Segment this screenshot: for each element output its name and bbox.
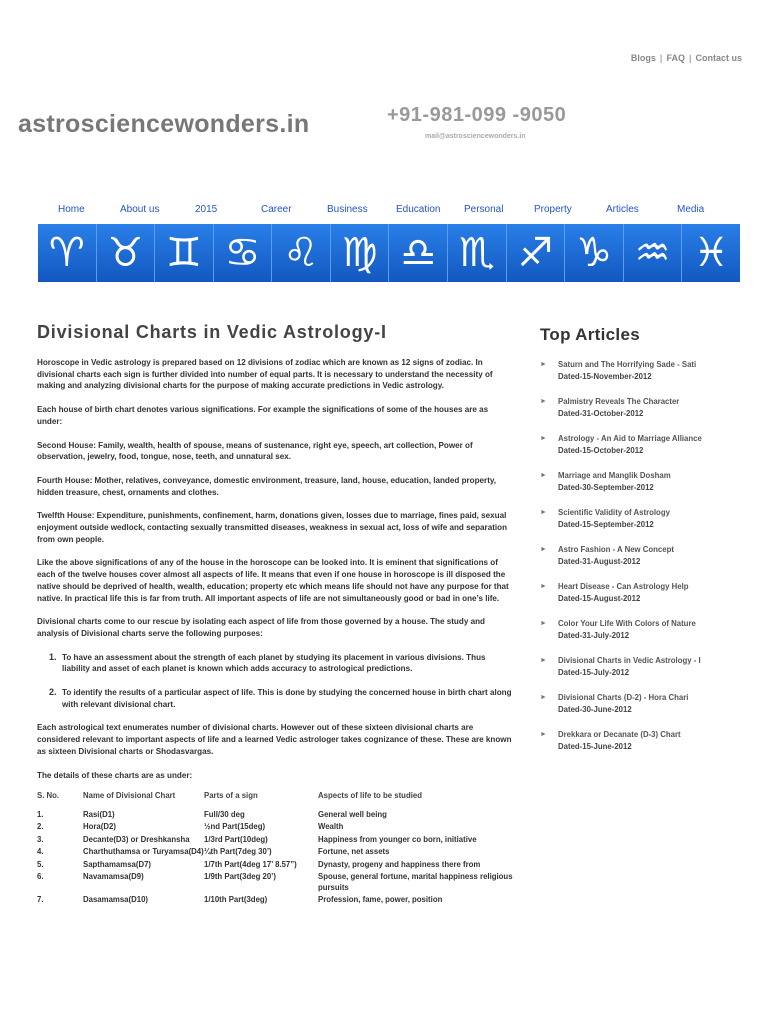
article-title-link[interactable]: Color Your Life With Colors of Nature [558, 619, 696, 628]
email-link[interactable]: mail@astrosciencewonders.in [425, 133, 526, 140]
table-header-cell: Name of Divisional Chart [83, 791, 176, 801]
taurus-icon[interactable]: ♉ [97, 224, 156, 282]
article-date: Dated-31-August-2012 [558, 556, 641, 566]
table-cell: 4. [37, 847, 44, 857]
table-cell: ¼th Part(7deg 30’) [204, 847, 272, 857]
site-name[interactable]: astrosciencewonders.in [18, 110, 310, 138]
table-header-row [37, 791, 515, 810]
table-cell: Spouse, general fortune, marital happiness religious pursuits [318, 872, 513, 892]
article-date: Dated-31-July-2012 [558, 630, 630, 640]
sidebar-article[interactable] [540, 692, 728, 715]
main-nav [38, 204, 738, 220]
table-cell: Hora(D2) [83, 822, 116, 832]
table-cell: Decante(D3) or Dreshkansha [83, 834, 190, 844]
aries-icon[interactable]: ♈ [38, 224, 97, 282]
sidebar-article[interactable] [540, 729, 728, 752]
nav-education[interactable]: Education [396, 204, 441, 215]
paragraph: Like the above significations of any of the house in the horoscope can be looked into. It is eminent that significations of each of the twelve houses cover almost all aspects of life. It means that even if one house in horoscope is ill disposed the native should be deprived of health, wealth, education; property etc which means life should not have any purpose for that native. In practical life this is far from truth. All important aspects of life are not simultaneously good or bad in one’s life. [37, 558, 509, 603]
article-date: Dated-15-November-2012 [558, 371, 652, 381]
sidebar-article[interactable] [540, 470, 728, 493]
table-header-cell: S. No. [37, 791, 60, 801]
nav-career[interactable]: Career [261, 204, 292, 215]
arrow-right-icon: ► [540, 546, 547, 553]
table-cell: Full/30 deg [204, 809, 245, 819]
article-body [37, 357, 515, 908]
sidebar-article[interactable] [540, 581, 728, 604]
list-item: 2. To identify the results of a particular aspect of life. This is done by studying the concerned house in birth chart along with relevant divisional chart. [59, 687, 515, 710]
top-links [622, 52, 742, 64]
virgo-icon[interactable]: ♍ [331, 224, 390, 282]
separator: | [688, 53, 692, 63]
nav-property[interactable]: Property [534, 204, 572, 215]
pisces-icon[interactable]: ♓ [682, 224, 740, 282]
sidebar-article[interactable] [540, 396, 728, 419]
article-date: Dated-15-June-2012 [558, 741, 632, 751]
arrow-right-icon: ► [540, 694, 547, 701]
article-title-link[interactable]: Divisional Charts in Vedic Astrology - I [558, 656, 701, 665]
nav-about-us[interactable]: About us [120, 204, 160, 215]
table-row [37, 810, 515, 823]
divisional-charts-table [37, 791, 515, 908]
arrow-right-icon: ► [540, 620, 547, 627]
nav-home[interactable]: Home [58, 204, 85, 215]
table-row [37, 847, 515, 860]
table-cell: Fortune, net assets [318, 847, 390, 857]
arrow-right-icon: ► [540, 657, 547, 664]
table-cell: 1/7th Part(4deg 17’ 8.57”) [204, 859, 297, 869]
table-cell: 5. [37, 859, 44, 869]
table-cell: 2. [37, 822, 44, 832]
article-date: Dated-15-July-2012 [558, 667, 630, 677]
article-title-link[interactable]: Scientific Validity of Astrology [558, 508, 670, 517]
arrow-right-icon: ► [540, 472, 547, 479]
paragraph: Second House: Family, wealth, health of spouse, means of sustenance, right eye, speech, art collection, Power of observation, jewelry, food, tongue, nose, teeth, and unnatural sex. [37, 440, 473, 462]
list-item: 1. To have an assessment about the strength of each planet by studying its placement in various divisions. Thus liability and asset of each planet is known which adds accuracy to astrological predictions. [59, 652, 515, 675]
arrow-right-icon: ► [540, 583, 547, 590]
nav-business[interactable]: Business [327, 204, 368, 215]
article-title-link[interactable]: Marriage and Manglik Dosham [558, 471, 671, 480]
table-cell: 1/9th Part(3deg 20’) [204, 872, 276, 882]
sidebar-article[interactable] [540, 433, 728, 456]
arrow-right-icon: ► [540, 509, 547, 516]
table-cell: Happiness from younger co born, initiative [318, 834, 477, 844]
contact-link[interactable]: Contact us [695, 53, 742, 63]
article-date: Dated-30-June-2012 [558, 704, 632, 714]
article-title-link[interactable]: Saturn and The Horrifying Sade - Sati [558, 360, 697, 369]
table-cell: Navamamsa(D9) [83, 872, 144, 882]
table-row [37, 835, 515, 848]
table-cell: Profession, fame, power, position [318, 895, 443, 905]
leo-icon[interactable]: ♌ [272, 224, 331, 282]
nav-2015[interactable]: 2015 [195, 204, 218, 215]
table-header-cell: Aspects of life to be studied [318, 791, 422, 801]
table-cell: 1/10th Part(3deg) [204, 895, 268, 905]
paragraph: Fourth House: Mother, relatives, conveyance, domestic environment, treasure, land, house, education, landed property, hidden treasure, chest, ornaments and clothes. [37, 475, 497, 497]
paragraph: Divisional charts come to our rescue by isolating each aspect of life from those governed by a house. The study and analysis of Divisional charts serve the following purposes: [37, 617, 485, 638]
table-cell: 1/3rd Part(10deg) [204, 834, 268, 844]
table-header-cell: Parts of a sign [204, 791, 258, 801]
table-cell: Dasamamsa(D10) [83, 895, 149, 905]
article-title-link[interactable]: Heart Disease - Can Astrology Help [558, 582, 689, 591]
cancer-icon[interactable]: ♋ [214, 224, 273, 282]
top-articles-list [540, 359, 740, 752]
arrow-right-icon: ► [540, 361, 547, 368]
sidebar-title: Top Articles [540, 325, 640, 344]
aquarius-icon[interactable]: ♒ [624, 224, 683, 282]
table-cell: 7. [37, 895, 44, 905]
table-cell: Wealth [318, 822, 344, 832]
gemini-icon[interactable]: ♊ [155, 224, 214, 282]
sidebar-article[interactable] [540, 359, 728, 382]
table-row [37, 860, 515, 873]
article-date: Dated-31-October-2012 [558, 408, 644, 418]
sidebar-article[interactable] [540, 544, 728, 567]
separator: | [659, 53, 663, 63]
nav-media[interactable]: Media [677, 204, 705, 215]
paragraph: The details of these charts are as under: [37, 770, 193, 780]
sagittarius-icon[interactable]: ♐ [507, 224, 566, 282]
table-cell: Charthuthamsa or Turyamsa(D4) [83, 847, 204, 857]
zodiac-icon-bar [38, 224, 740, 282]
table-cell: 1. [37, 809, 44, 819]
capricorn-icon[interactable]: ♑ [565, 224, 624, 282]
paragraph: Each house of birth chart denotes various significations. For example the significations of some of the houses are as under: [37, 405, 489, 426]
sidebar [540, 325, 740, 766]
sidebar-article[interactable] [540, 507, 728, 530]
article-title-link[interactable]: Palmistry Reveals The Character [558, 397, 680, 406]
article-date: Dated-15-October-2012 [558, 445, 644, 455]
paragraph: Each astrological text enumerates number of divisional charts. However out of these sixteen divisional charts are considered relevant to important aspects of life and a learned Vedic astrologer takes cognizance of these. These are known as sixteen Divisional charts or Shodasvargas. [37, 723, 512, 756]
table-cell: 3. [37, 834, 44, 844]
table-cell: 6. [37, 872, 44, 882]
article-date: Dated-30-September-2012 [558, 482, 654, 492]
nav-articles[interactable]: Articles [606, 204, 639, 215]
scorpio-icon[interactable]: ♏ [448, 224, 507, 282]
article-title-link[interactable]: Divisional Charts (D-2) - Hora Chari [558, 693, 689, 702]
sidebar-article[interactable] [540, 655, 728, 678]
nav-personal[interactable]: Personal [464, 204, 504, 215]
table-cell: Rasi(D1) [83, 809, 115, 819]
arrow-right-icon: ► [540, 731, 547, 738]
arrow-right-icon: ► [540, 435, 547, 442]
article-title-link[interactable]: Drekkara or Decanate (D-3) Chart [558, 730, 681, 739]
arrow-right-icon: ► [540, 398, 547, 405]
purposes-list [37, 652, 515, 711]
table-row [37, 895, 515, 908]
faq-link[interactable]: FAQ [666, 53, 685, 63]
article-title-link[interactable]: Astrology - An Aid to Marriage Alliance [558, 434, 702, 443]
table-row [37, 822, 515, 835]
paragraph: Twelfth House: Expenditure, punishments, confinement, harm, donations given, losses due to marriage, fines paid, sexual enjoyment outside wedlock, contacting sexually transmitted diseases, weakness in sexual act, loss of wife and separation from own people. [37, 511, 508, 544]
table-cell: General well being [318, 809, 387, 819]
table-cell: Sapthamamsa(D7) [83, 859, 152, 869]
sidebar-article[interactable] [540, 618, 728, 641]
article-date: Dated-15-August-2012 [558, 593, 641, 603]
libra-icon[interactable]: ♎ [389, 224, 448, 282]
blogs-link[interactable]: Blogs [630, 53, 656, 63]
paragraph: Horoscope in Vedic astrology is prepared based on 12 divisions of zodiac which are known as 12 signs of zodiac. In divisional charts each sign is further divided into number of equal parts. It is necessary to understand the necessity of making and analyzing divisional charts for the purpose of making accurate predictions in Vedic astrology. [37, 358, 493, 391]
article-date: Dated-15-September-2012 [558, 519, 654, 529]
article-title-link[interactable]: Astro Fashion - A New Concept [558, 545, 674, 554]
table-cell: Dynasty, progeny and happiness there from [318, 859, 481, 869]
table-cell: ½nd Part(15deg) [204, 822, 266, 832]
phone-number: +91-981-099 -9050 [387, 104, 567, 126]
table-row [37, 872, 515, 895]
page-title: Divisional Charts in Vedic Astrology-I [37, 322, 387, 342]
